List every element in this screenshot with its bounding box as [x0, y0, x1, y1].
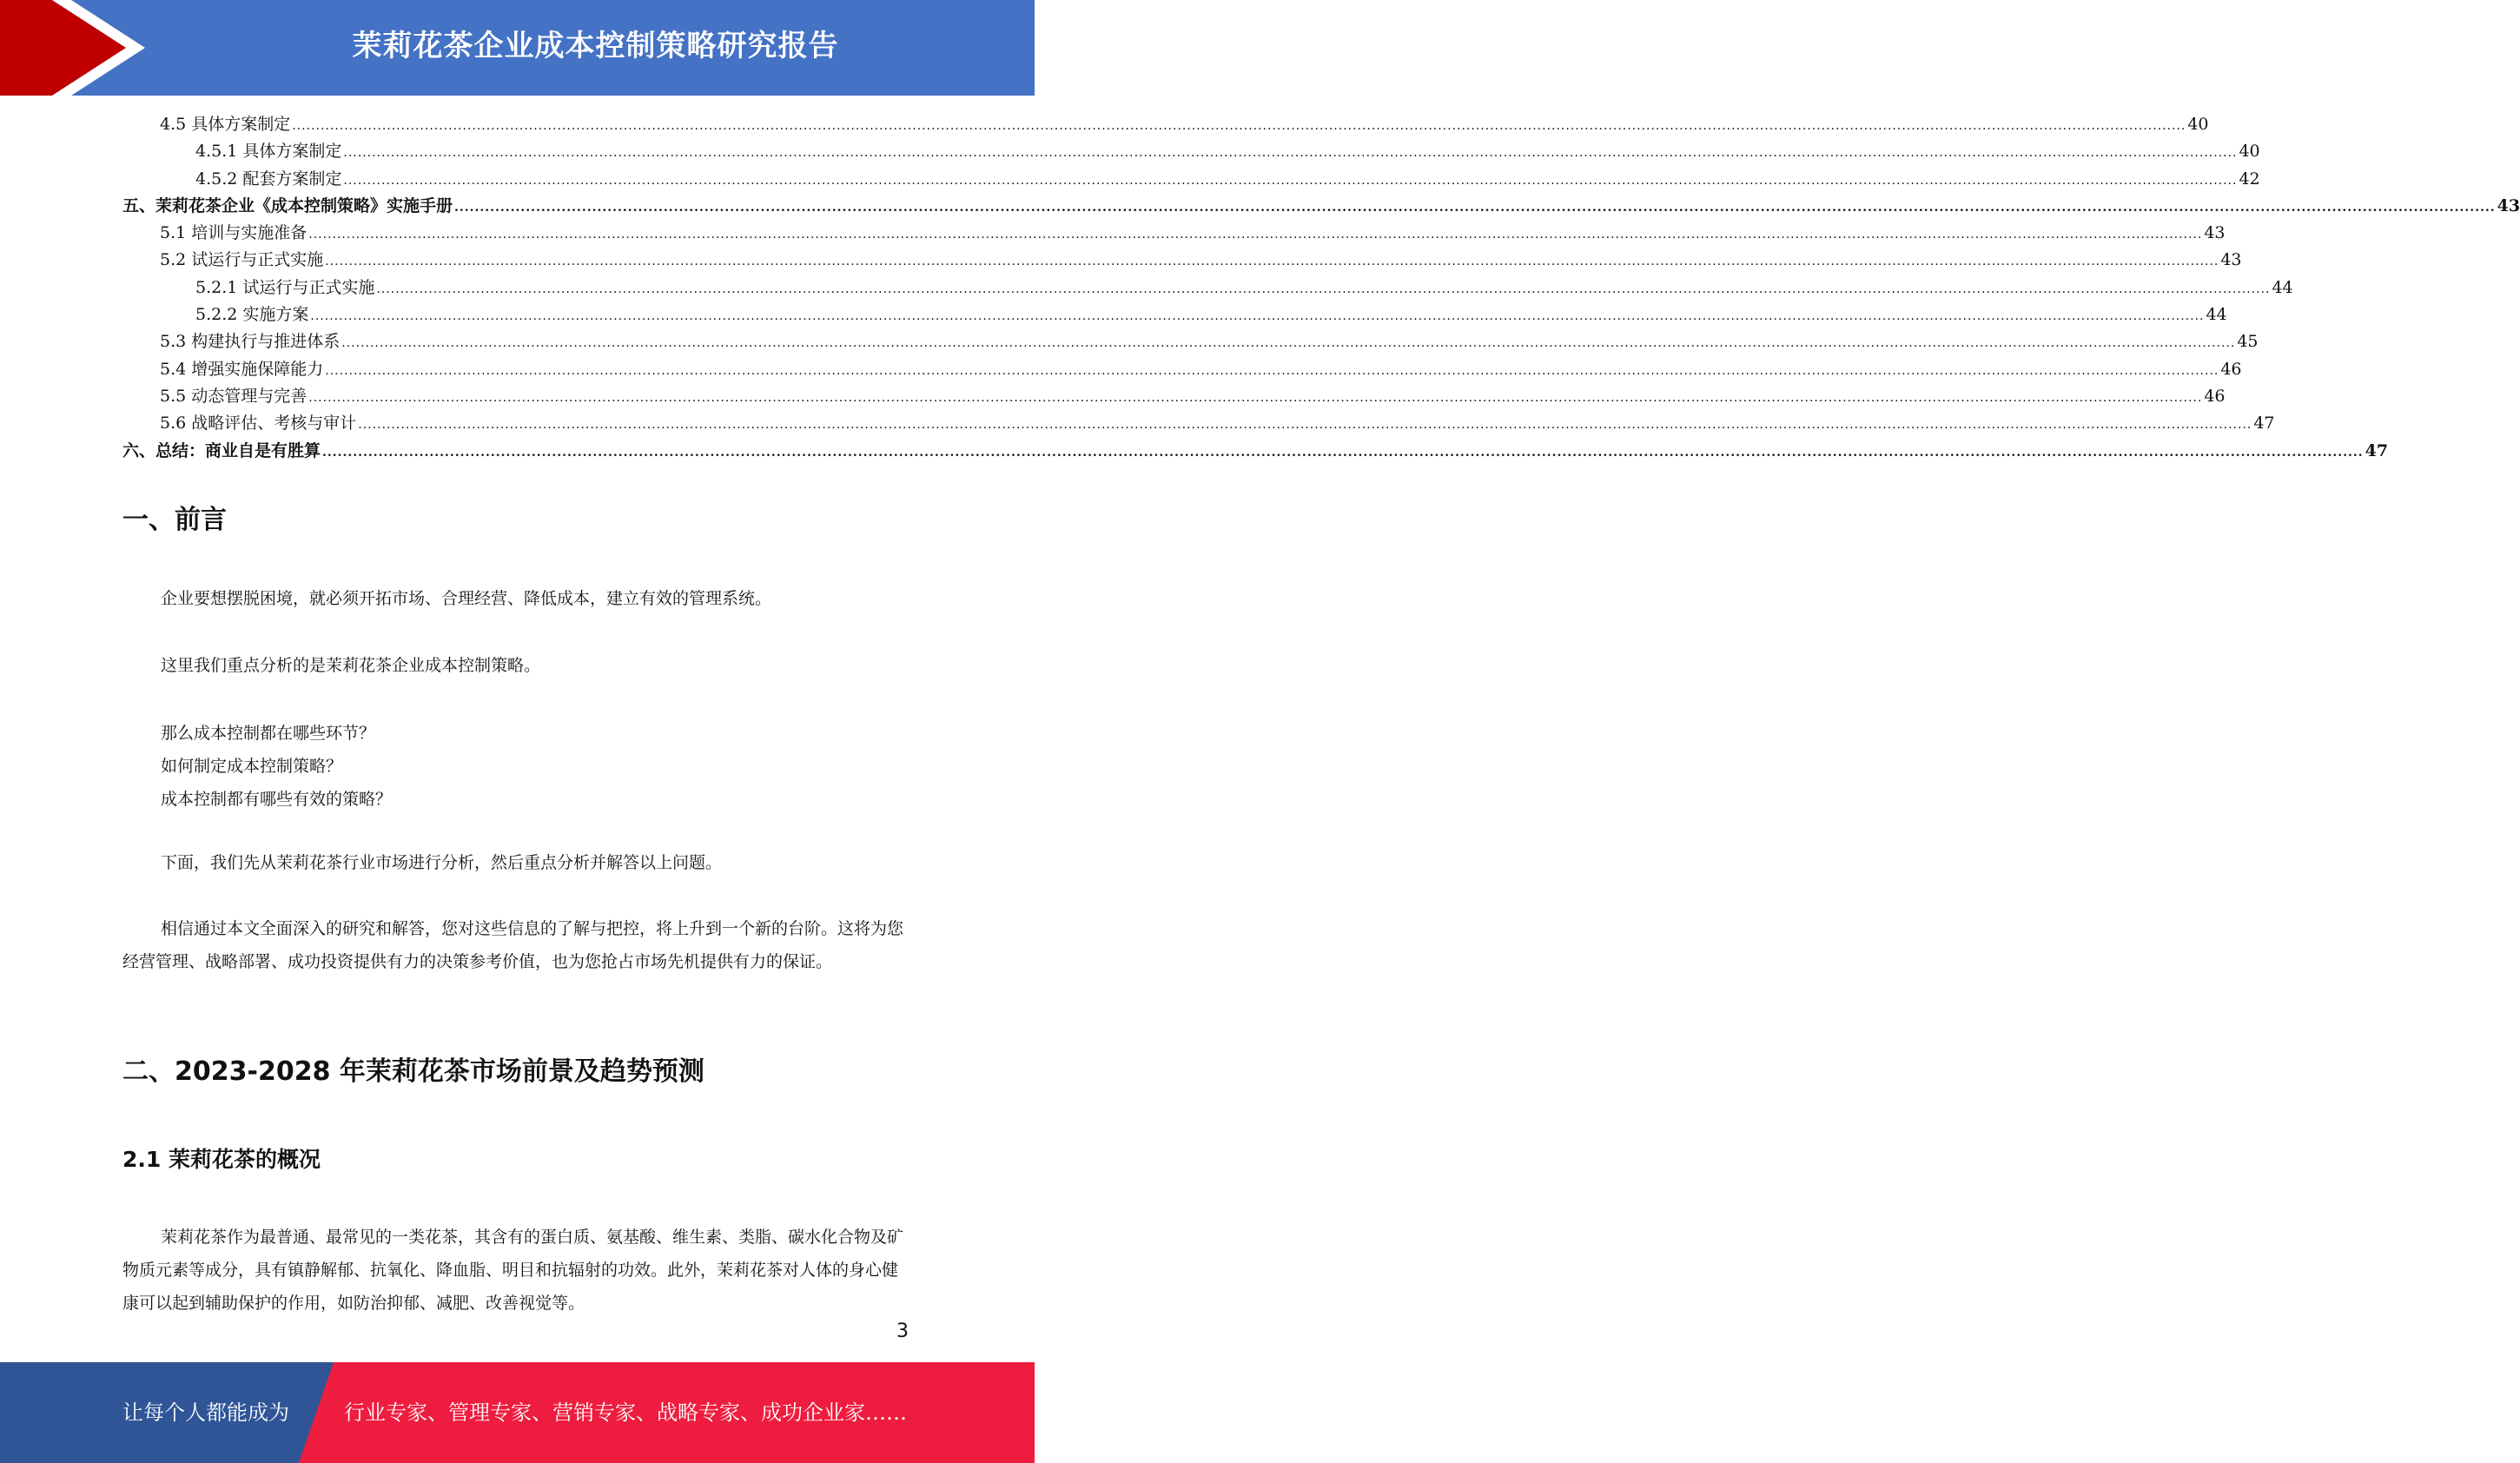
toc-entry[interactable]: [122, 111, 2209, 138]
toc-entry[interactable]: [122, 356, 2242, 383]
toc-entry-label: 4.5.2 配套方案制定: [195, 169, 342, 189]
toc-entry-label: 5.5 动态管理与完善: [160, 386, 308, 406]
toc-dot-leader: ................................................................................................................................................................................................................................................................................................................................................................................................................: [325, 363, 2219, 378]
toc-entry-label: 5.3 构建执行与推进体系: [160, 332, 341, 352]
toc-dot-leader: ................................................................................................................................................................................................................................................................................................................................................................................................................: [341, 336, 2236, 351]
toc-entry-page: 43: [2204, 223, 2226, 243]
section-heading-preface: 一、前言: [122, 505, 227, 535]
toc-entry[interactable]: [122, 410, 2275, 437]
toc-entry-page: 44: [2206, 305, 2227, 325]
toc-entry[interactable]: [122, 166, 2260, 193]
toc-entry-label: 5.6 战略评估、考核与审计: [160, 414, 357, 434]
toc-entry[interactable]: [122, 138, 2260, 165]
toc-entry-page: 43: [2220, 250, 2242, 270]
footer-slogan-left: 让每个人都能成为: [122, 1400, 289, 1425]
toc-dot-leader: ................................................................................................................................................................................................................................................................................................................................................................................................................: [308, 228, 2203, 242]
section-heading-market-outlook: 二、2023-2028 年茉莉花茶市场前景及趋势预测: [122, 1056, 704, 1087]
page-number: 3: [896, 1321, 909, 1342]
toc-entry-label: 4.5 具体方案制定: [160, 115, 291, 134]
page-header: [0, 0, 1035, 96]
paragraph: 相信通过本文全面深入的研究和解答，您对这些信息的了解与把控，将上升到一个新的台阶。这将为您经营管理、战略部署、成功投资提供有力的决策参考价值，也为您抢占市场先机提供有力的保证。: [122, 919, 904, 971]
header-chevron-icon: [0, 0, 139, 96]
toc-dot-leader: ................................................................................................................................................................................................................................................................................................................................................................................................................: [325, 255, 2219, 269]
toc-dot-leader: ................................................................................................................................................................................................................................................................................................................................................................................................................: [343, 173, 2238, 188]
toc-entry[interactable]: [122, 193, 2520, 220]
toc-dot-leader: ................................................................................................................................................................................................................................................................................................................................................................................................................: [358, 418, 2252, 433]
toc-entry-page: 47: [2365, 440, 2389, 460]
toc-entry-page: 47: [2253, 414, 2275, 434]
toc-entry-label: 五、茉莉花茶企业《成本控制策略》实施手册: [122, 195, 453, 215]
question-line: 那么成本控制都在哪些环节？: [161, 724, 376, 743]
toc-entry-page: 45: [2237, 332, 2259, 352]
toc-entry[interactable]: [122, 383, 2226, 410]
toc-entry-label: 六、总结：商业自是有胜算: [122, 440, 321, 460]
question-line: 如何制定成本控制策略？: [161, 757, 343, 776]
paragraph: 下面，我们先从茉莉花茶行业市场进行分析，然后重点分析并解答以上问题。: [161, 853, 723, 872]
toc-entry-page: 46: [2204, 386, 2226, 406]
toc-entry-page: 40: [2187, 115, 2209, 134]
toc-entry[interactable]: [122, 438, 2389, 465]
toc-entry-page: 42: [2239, 169, 2260, 189]
footer-slogan-right: 行业专家、管理专家、营销专家、战略专家、成功企业家……: [344, 1400, 907, 1425]
subsection-heading: 2.1 茉莉花茶的概况: [122, 1147, 321, 1172]
toc-entry-label: 4.5.1 具体方案制定: [195, 142, 342, 162]
paragraph: 企业要想摆脱困境，就必须开拓市场、合理经营、降低成本，建立有效的管理系统。: [161, 589, 772, 608]
toc-entry-label: 5.1 培训与实施准备: [160, 223, 308, 243]
toc-entry[interactable]: [122, 301, 2227, 328]
toc-entry-page: 43: [2497, 195, 2520, 215]
toc-dot-leader: ................................................................................................................................................................................................................................................................................................................................................................................................................: [376, 281, 2271, 296]
toc-entry[interactable]: [122, 328, 2259, 355]
toc-dot-leader: ................................................................................................................................................................................................................................................................................................................................................................................................................: [454, 200, 2496, 215]
toc-entry[interactable]: [122, 247, 2242, 274]
toc-dot-leader: ................................................................................................................................................................................................................................................................................................................................................................................................................: [308, 390, 2203, 405]
toc-entry-label: 5.2 试运行与正式实施: [160, 250, 324, 270]
toc-entry-page: 46: [2220, 359, 2242, 379]
toc-dot-leader: ................................................................................................................................................................................................................................................................................................................................................................................................................: [310, 309, 2205, 324]
toc-entry-page: 40: [2239, 142, 2260, 162]
table-of-contents: [122, 111, 2520, 465]
toc-entry-label: 5.2.2 实施方案: [195, 305, 309, 325]
toc-dot-leader: ................................................................................................................................................................................................................................................................................................................................................................................................................: [322, 445, 2364, 460]
toc-entry-page: 44: [2272, 277, 2293, 297]
toc-entry-label: 5.2.1 试运行与正式实施: [195, 277, 375, 297]
paragraph: 这里我们重点分析的是茉莉花茶企业成本控制策略。: [161, 656, 541, 675]
paragraph: 茉莉花茶作为最普通、最常见的一类花茶，其含有的蛋白质、氨基酸、维生素、类脂、碳水化合物及矿物质元素等成分，具有镇静解郁、抗氧化、降血脂、明目和抗辐射的功效。此外，茉莉花茶对人体的身心健康可以起到辅助保护的作用，如防治抑郁、减肥、改善视觉等。: [122, 1228, 904, 1313]
page-footer: [0, 1362, 1035, 1463]
toc-dot-leader: ................................................................................................................................................................................................................................................................................................................................................................................................................: [343, 146, 2238, 161]
toc-dot-leader: ................................................................................................................................................................................................................................................................................................................................................................................................................: [292, 119, 2186, 133]
question-line: 成本控制都有哪些有效的策略？: [161, 790, 393, 809]
report-title: 茉莉花茶企业成本控制策略研究报告: [352, 29, 839, 63]
toc-entry-label: 5.4 增强实施保障能力: [160, 359, 324, 379]
toc-entry[interactable]: [122, 275, 2293, 301]
toc-entry[interactable]: [122, 220, 2226, 247]
